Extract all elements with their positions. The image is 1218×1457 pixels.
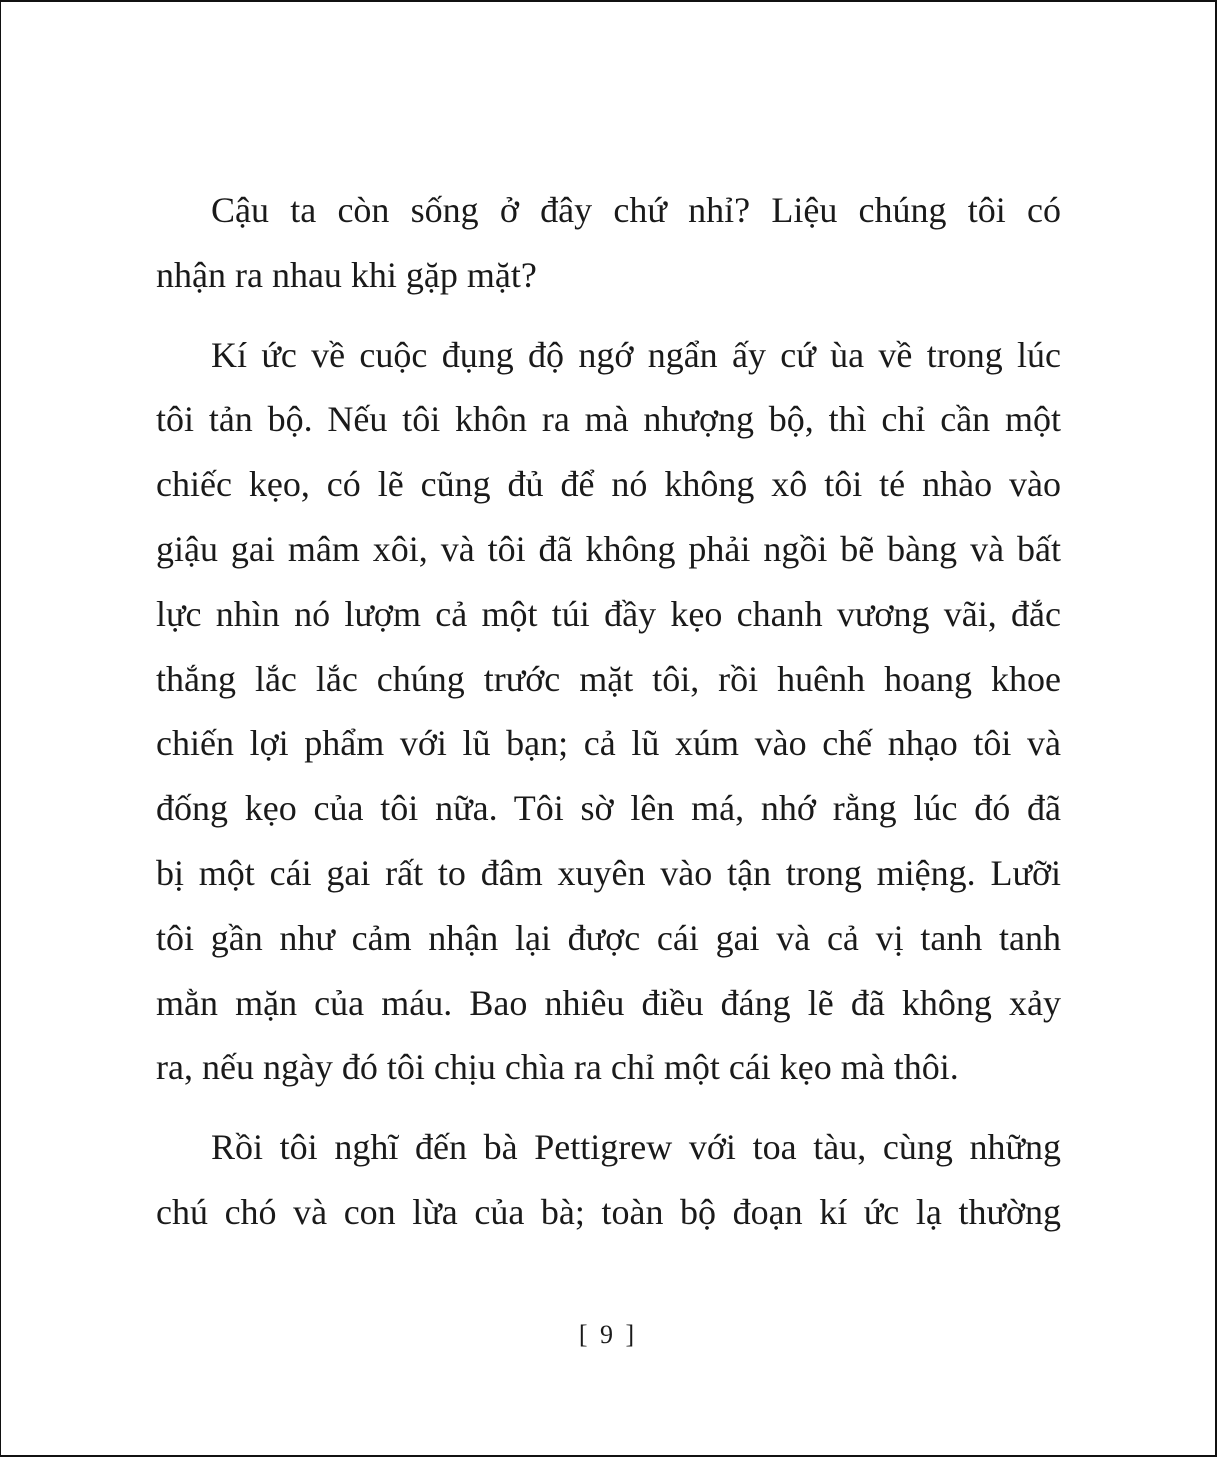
paragraph: [156, 184, 1061, 314]
text-line: Rồi tôi nghĩ đến bà Pettigrew với toa tàu, cùng những: [211, 1127, 1061, 1168]
text-line: giậu gai mâm xôi, và tôi đã không phải ngồi bẽ bàng và bất: [156, 528, 1061, 569]
text-line: đống kẹo của tôi nữa. Tôi sờ lên má, nhớ rằng lúc đó đã: [156, 788, 1061, 829]
text-line: lực nhìn nó lượm cả một túi đầy kẹo chanh vương vãi, đắc: [156, 593, 1061, 634]
text-line: Cậu ta còn sống ở đây chứ nhỉ? Liệu chúng tôi có: [211, 190, 1061, 230]
text-line: chiếc kẹo, có lẽ cũng đủ để nó không xô tôi té nhào vào: [156, 464, 1061, 505]
text-line: Kí ức về cuộc đụng độ ngớ ngẩn ấy cứ ùa về trong lúc: [211, 334, 1061, 375]
page-number: [ 9 ]: [578, 1320, 638, 1349]
text-line: chiến lợi phẩm với lũ bạn; cả lũ xúm vào chế nhạo tôi và: [156, 723, 1061, 764]
text-line: ra, nếu ngày đó tôi chịu chìa ra chỉ một cái kẹo mà thôi.: [156, 1047, 959, 1088]
text-line: tôi tản bộ. Nếu tôi khôn ra mà nhượng bộ, thì chỉ cần một: [156, 399, 1061, 440]
text-line: tôi gần như cảm nhận lại được cái gai và cả vị tanh tanh: [156, 917, 1061, 958]
paragraph: [156, 329, 1061, 1107]
body-text: [156, 184, 1061, 1266]
text-line: mằn mặn của máu. Bao nhiêu điều đáng lẽ đã không xảy: [156, 982, 1061, 1023]
text-line: chú chó và con lừa của bà; toàn bộ đoạn kí ức lạ thường: [156, 1191, 1061, 1232]
text-line: nhận ra nhau khi gặp mặt?: [156, 254, 537, 295]
paragraph: [156, 1121, 1061, 1251]
text-line: thắng lắc lắc chúng trước mặt tôi, rồi huênh hoang khoe: [156, 658, 1061, 699]
text-line: bị một cái gai rất to đâm xuyên vào tận trong miệng. Lưỡi: [156, 852, 1061, 893]
